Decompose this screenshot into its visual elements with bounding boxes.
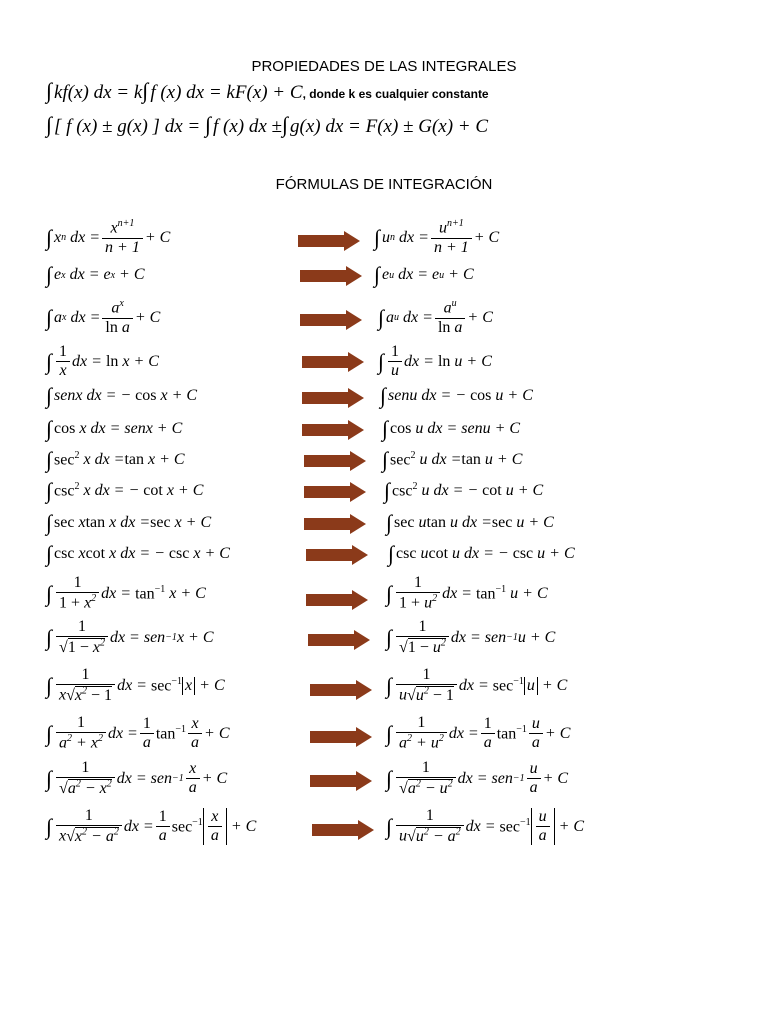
formula-right-1: ∫ u n dx = $\frac{u^{n+1}}{n + 1}$ + C xyxy=(374,218,500,256)
formula-right-5: ∫ senu dx = − cos u + C xyxy=(380,383,533,408)
property-constant-multiple: ∫ kf(x) dx = k∫ f (x) dx = kF(x) + C, donde k es cualquier constante xyxy=(46,78,489,103)
arrow-right-icon xyxy=(310,771,372,791)
formula-left-3: ∫ a x dx = $\frac{a^x}{\text{ln a}}$ + C xyxy=(46,298,161,336)
formula-right-8: ∫ $\csc^2$ u dx = − cot u + C xyxy=(384,478,544,503)
arrow-right-icon xyxy=(300,266,362,286)
formula-left-13: ∫ $\frac{1}{x√ x^2 - 1}$ dx = $\sec^{-1}$ x + C xyxy=(46,666,225,705)
property-sum-difference: ∫ [ f (x) ± g(x) ] dx = ∫ f (x) dx ±∫ g(x) dx = F(x) ± G(x) + C xyxy=(46,112,489,137)
page-title: PROPIEDADES DE LAS INTEGRALES xyxy=(251,58,517,75)
arrow-right-icon xyxy=(298,231,360,251)
formula-right-7: ∫ $\sec^2$ u dx = tan u + C xyxy=(382,447,523,472)
formula-left-4: ∫ $\frac{1}{x}$ dx = ln x + C xyxy=(46,343,159,380)
formula-left-14: ∫ $\frac{1}{a^2 + x^2}$ dx = $\frac{1}{a}$ $\tan^{-1}$ $\frac{x}{a}$ + C xyxy=(46,714,230,752)
arrow-right-icon xyxy=(302,388,364,408)
formula-left-2: ∫ e x dx = e x + C xyxy=(46,262,145,287)
arrow-right-icon xyxy=(304,482,366,502)
formula-left-16: ∫ $\frac{1}{x√ x^2 - a^2}$ dx = $\frac{1}{a}$ $\sec^{-1}$ $\frac{x}{a}$ + C xyxy=(46,807,256,846)
arrow-right-icon xyxy=(304,514,366,534)
formula-left-1: ∫ x n dx = $\frac{x^{n+1}}{n + 1}$ + C xyxy=(46,218,171,256)
formula-right-12: ∫ 1 √ $1 - u^2$ dx = sen −1 u + C xyxy=(386,618,555,657)
formula-left-10: ∫ csc x cot x dx = − csc x + C xyxy=(46,541,230,566)
formula-left-12: ∫ 1 √ $1 - x^2$ dx = sen −1 x + C xyxy=(46,618,214,657)
formula-right-11: ∫ $\frac{1}{1 + u^2}$ dx = $\tan^{-1}$ u + C xyxy=(386,574,548,612)
arrow-right-icon xyxy=(302,352,364,372)
formula-right-13: ∫ $\frac{1}{u√ u^2 - 1}$ dx = $\sec^{-1}$ u + C xyxy=(386,666,567,705)
formula-left-5: ∫ senx dx = − cos x + C xyxy=(46,383,198,408)
arrow-right-icon xyxy=(302,420,364,440)
formula-left-7: ∫ $\sec^2$ x dx = tan x + C xyxy=(46,447,185,472)
formula-right-6: ∫ cos u dx = senu + C xyxy=(382,416,521,441)
arrow-right-icon xyxy=(304,451,366,471)
formula-right-15: ∫ 1 √ $a^2 - u^2$ dx = sen −1 $\frac{u}{a}$ + C xyxy=(386,759,568,798)
formula-right-10: ∫ csc u cot u dx = − csc u + C xyxy=(388,541,575,566)
formula-left-6: ∫ cos x dx = senx + C xyxy=(46,416,183,441)
formula-right-9: ∫ sec u tan u dx = sec u + C xyxy=(386,510,554,535)
arrow-right-icon xyxy=(312,820,374,840)
constant-note: , donde k es cualquier constante xyxy=(302,87,489,101)
arrow-right-icon xyxy=(308,630,370,650)
arrow-right-icon xyxy=(310,727,372,747)
formula-right-3: ∫ a u dx = $\frac{a^u}{\text{ln a}}$ + C xyxy=(378,298,493,336)
arrow-right-icon xyxy=(310,680,372,700)
arrow-right-icon xyxy=(306,590,368,610)
formula-left-15: ∫ 1 √ $a^2 - x^2$ dx = sen −1 $\frac{x}{a}$ + C xyxy=(46,759,227,798)
formula-left-11: ∫ $\frac{1}{1 + x^2}$ dx = $\tan^{-1}$ x + C xyxy=(46,574,206,612)
formula-right-16: ∫ $\frac{1}{u√ u^2 - a^2}$ dx = $\sec^{-1}$ $\frac{u}{a}$ + C xyxy=(386,807,584,846)
formula-left-9: ∫ sec x tan x dx = sec x + C xyxy=(46,510,212,535)
arrow-right-icon xyxy=(300,310,362,330)
arrow-right-icon xyxy=(306,545,368,565)
formula-right-2: ∫ e u dx = e u + C xyxy=(374,262,474,287)
formula-left-8: ∫ $\csc^2$ x dx = − cot x + C xyxy=(46,478,204,503)
section-title: FÓRMULAS DE INTEGRACIÓN xyxy=(275,176,493,193)
formula-right-4: ∫ $\frac{1}{u}$ dx = ln u + C xyxy=(378,343,492,380)
formula-right-14: ∫ $\frac{1}{a^2 + u^2}$ dx = $\frac{1}{a}$ $\tan^{-1}$ $\frac{u}{a}$ + C xyxy=(386,714,571,752)
